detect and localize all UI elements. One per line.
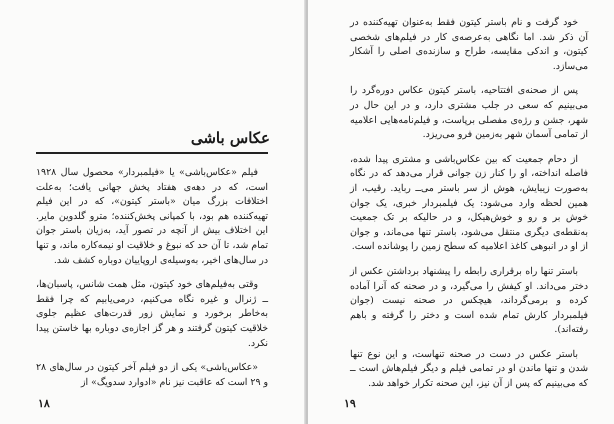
right-paragraph-1: خود گرفت و نام باستر کیتون فقط به‌عنوان تهیه‌کننده در آن ذکر شد. اما نگاهی به‌عرصه‌ی کار در فیلم‌های شخصی کیتون، و اندکی مقایسه، طراح و سازنده‌ی اصلی را آشکار می‌سازد. [350, 17, 588, 72]
left-paragraph-1: فیلم «عکاس‌باشی» یا «فیلمبردار» محصول سال ۱۹۲۸ است، که در دهه‌ی هفتاد پخش جهانی یافت؛ به‌علت اختلافات بزرگ میان «باستر کیتون»، که در این فیلم تهیه‌کننده هم بود، با کمپانی پخش‌کننده؛ مترو گلدوین مایر. این اختلاف بیش از آنچه در تصور آید، به‌زیان باستر جوان تمام شد، تا آن حد که نبوغ و خلاقیت او نیمه‌کاره ماند، و تنها در سال‌های اخیر، به‌وسیله‌ی اروپاییان دوباره کشف شد. [36, 167, 268, 266]
left-page-number: ۱۸ [38, 397, 50, 410]
left-paragraph-2: وقتی به‌فیلم‌های خود کیتون، مثل همت شانس، پاسبان‌ها، ــ ژنرال و غیره نگاه می‌کنیم، درمی‌یابیم که چرا فقط به‌خاطر برخورد و نمایش زور قدرت‌های عظیم جلوی خلاقیت کیتون گرفتند و هر گز اجازه‌ی دوباره بها خاستن پیدا نکرد. [36, 279, 268, 349]
right-page-body [350, 16, 588, 392]
right-page [308, 0, 614, 424]
left-page-body [36, 166, 268, 390]
right-paragraph-4: باستر تنها راه برقراری رابطه را پیشنهاد برداشتن عکس از دختر می‌داند. او کیفش را می‌گیرد، و در صحنه که آنرا آماده کرده و برمی‌گرداند، هیچکس در صحنه نیست (جوان فیلمبردار کارش تمام شده است و دختر را گرفته و باهم رفته‌اند). [350, 265, 588, 336]
right-paragraph-2: پس از صحنه‌ی افتتاحیه، باستر کیتون عکاس دوره‌گرد را می‌بینیم که سعی در جلب مشتری دارد، و در این حال در شهر، جشن و رژه‌ی مفصلی برپاست، و فیلم‌نامه‌هایی اعلامیه از تمامی آسمان شهر به‌زمین فرو می‌ریزد. [350, 85, 588, 141]
left-page [0, 0, 306, 424]
chapter-heading: عکاس باشی [190, 129, 270, 147]
heading-rule [36, 152, 268, 154]
left-paragraph-3: «عکاس‌باشی» یکی از دو فیلم آخر کیتون در سال‌های ۲۸ و ۲۹ است که عاقبت نیز نام «ادوارد سدویگ» از [36, 362, 268, 388]
right-paragraph-3: از دحام جمعیت که بین عکاس‌باشی و مشتری پیدا شده، فاصله انداخته، او را کنار زن جوانی قرار می‌دهد که در نگاه به‌صورت زیبایش، هوش از سر باستر می‌ــ رباید. رقیب، از همین لحظه وارد می‌شود: یک فیلمبردار خبری، یک جوان خوش بر و رو و خوش‌هیکل، و در حالیکه بر تک جمعیت به‌نقطه‌ی دیگری منتقل می‌شود، باستر تنها می‌ماند، و جوان از او در انبوهی کاغذ اعلامیه که سطح زمین را پوشانده است. [350, 153, 588, 253]
right-page-number: ۱۹ [344, 397, 356, 410]
right-paragraph-5: باستر عکس در دست در صحنه تنهاست، و این نوع تنها شدن و تنها ماندن او در تمامی فیلم و دیگر فیلم‌ها‌ش است ــ که می‌بینیم که پس از آن نیز، این صحنه تکرار خواهد شد. [350, 348, 588, 390]
